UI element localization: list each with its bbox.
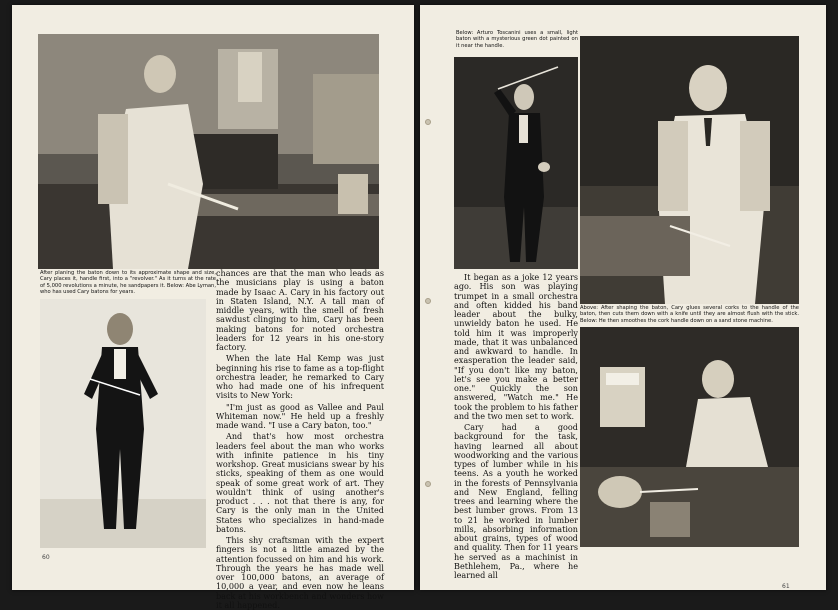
left-paragraph-4: And that's how most orchestra leaders feel about the man who works with infinite patience in his tiny workshop. Great musicians swear by his sticks, speaking of them as one would speak of some great work of art. They wouldn't think of using another's product . . . not that there is any, for Cary is the only man in the United States who specializes in hand-made batons. (216, 431, 384, 534)
right-paragraph-1: It began as a joke 12 years ago. His son was playing trumpet in a small orchestra and often kidded his band leader about the bulky, unwieldy baton he used. He told him it was improperly made, that it was unbalanced and awkward to handle. In exasperation the leader said, "If you don't like my baton, let's see you make a better one." Quickly the son answered, "Watch me." He took the problem to his father and the two men set to work. (454, 272, 578, 421)
left-paragraph-1: chances are that the man who leads as the musicians play is using a baton made by Isaac A. Cary in his factory out in Staten Island, N.Y. A tall man of middle years, with the smell of fresh sawdust clinging to him, Cary has been making batons for noted orchestra leaders for 12 years in his one-story factory. (216, 268, 384, 352)
photo-cary-sand-stone-machine (580, 327, 799, 547)
caption-cork-handle: Above: After shaping the baton, Cary glues several corks to the handle of the baton, then cuts them down with a knife until they are almost flush with the stick. Below: He then smoothes the cork handle down on a sand stone machine. (580, 305, 799, 324)
photo-abe-lyman (40, 299, 206, 548)
photo-cary-gluing-corks (580, 36, 799, 304)
photo-toscanini (454, 57, 578, 269)
photo-cary-gluing-corks-image (580, 36, 799, 304)
left-paragraph-5: This shy craftsman with the expert fingers is not a little amazed by the attention focussed on him and his work. Through the years he has made well over 100,000 batons, an average of 10,000 a year, and even now he leans back at his workbench and wonders how it all happened. (216, 535, 384, 610)
left-paragraph-2: When the late Hal Kemp was just beginning his rise to fame as a top-flight orchestra leader, he remarked to Cary who had made one of his infrequent visits to New York: (216, 353, 384, 401)
caption-toscanini: Below: Arturo Toscanini uses a small, light baton with a mysterious green dot painted on it near the handle. (456, 30, 578, 49)
photo-abe-lyman-image (40, 299, 206, 548)
right-body-text (454, 273, 578, 580)
photo-cary-sand-stone-machine-image (580, 327, 799, 547)
caption-top-left: After planing the baton down to its approximate shape and size, Cary places it, handle first, into a "revolver." As it turns at the rate of 5,000 revolutions a minute, he sandpapers it. Below: Abe Lyman, who has used Cary batons for years. (40, 270, 216, 296)
left-magazine-page (12, 5, 414, 610)
binder-hole-top (425, 119, 431, 125)
binder-hole-bottom (425, 481, 431, 487)
left-paragraph-3: "I'm just as good as Vallee and Paul Whiteman now." He held up a freshly made wand. "I use a Cary baton, too." (216, 401, 384, 430)
right-magazine-page (420, 5, 826, 590)
right-paragraph-2: Cary had a good background for the task, having learned all about woodworking and the various types of lumber while in his teens. As a youth he worked in the forests of Pennsylvania and New England, felling trees and learning where the best lumber grows. From 13 to 21 he worked in lumber mills, absorbing information about grains, types of wood and quality. Then for 11 years he served as a machinist in Bethlehem, Pa., where he learned all (454, 422, 578, 580)
page-number-right: 61 (782, 583, 790, 590)
left-body-text (216, 269, 384, 610)
page-number-left: 60 (42, 554, 50, 561)
photo-cary-sanding-baton-image (38, 34, 379, 269)
photo-cary-sanding-baton (38, 34, 379, 269)
photo-toscanini-image (454, 57, 578, 269)
binder-hole-middle (425, 298, 431, 304)
